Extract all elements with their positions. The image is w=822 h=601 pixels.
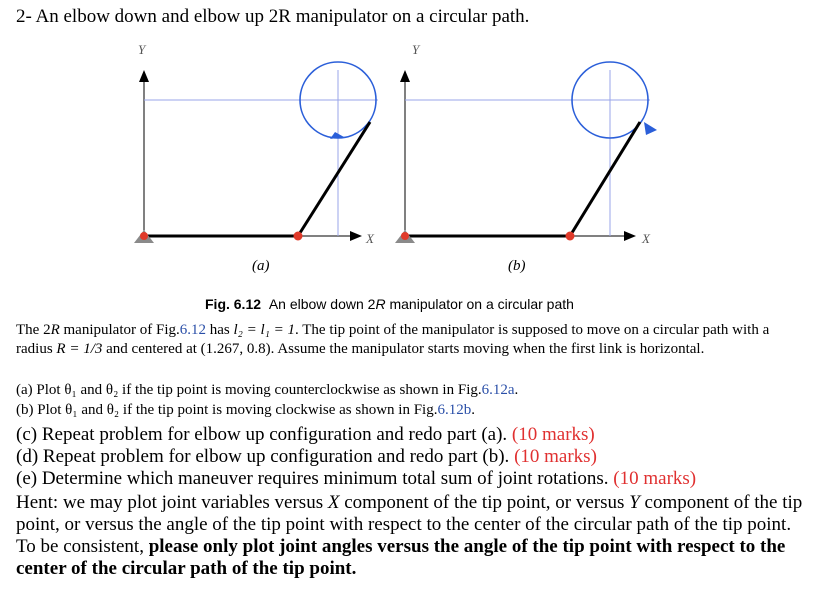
- figure-reference[interactable]: 6.12: [179, 322, 206, 338]
- item-d-marks: (10 marks): [514, 446, 597, 467]
- panel-a-label: (a): [252, 258, 270, 274]
- caption-prefix: Fig. 6.12: [205, 296, 262, 312]
- x-arrow-b: [624, 231, 636, 241]
- radius-equation: R = 1/3: [56, 341, 103, 357]
- caption-italic-r: R: [375, 296, 386, 312]
- y-arrow-b: [400, 70, 410, 82]
- para-text-2: manipulator of Fig.: [59, 322, 180, 338]
- hint-text-1: Hent: we may plot joint variables versus: [16, 492, 328, 513]
- hint-x: X: [327, 492, 340, 513]
- direction-arrow-b: [644, 122, 657, 135]
- item-a-text: (a) Plot θ₁ and θ₂ if the tip point is moving counterclockwise as shown in Fig.: [16, 382, 482, 398]
- y-axis-label-a: Y: [138, 42, 146, 57]
- item-c-marks: (10 marks): [511, 424, 595, 445]
- elbow-joint-b: [566, 232, 575, 241]
- panel-b-label: (b): [508, 258, 526, 274]
- item-b-figure-ref[interactable]: 6.12b: [437, 402, 472, 418]
- hint-paragraph: [16, 492, 808, 580]
- link-length-equation: l₂ = l₁ = 1: [233, 322, 296, 338]
- y-axis-label-b: Y: [412, 42, 420, 57]
- item-e-marks: (10 marks): [613, 468, 697, 489]
- item-a: [16, 382, 518, 399]
- x-arrow-a: [350, 231, 362, 241]
- panel-a: [134, 42, 378, 246]
- figure-6-12: [120, 40, 720, 282]
- para-text-1: The 2: [16, 322, 51, 338]
- para-text-3: has: [206, 322, 234, 338]
- item-b-end: .: [471, 402, 475, 418]
- item-d-text: (d) Repeat problem for elbow up configuration and redo part (b).: [16, 446, 510, 467]
- problem-heading: 2- An elbow down and elbow up 2R manipulator on a circular path.: [16, 6, 530, 27]
- base-joint-a: [140, 232, 148, 240]
- base-joint-b: [401, 232, 409, 240]
- item-a-figure-ref[interactable]: 6.12a: [481, 382, 515, 398]
- x-axis-label-a: X: [366, 231, 374, 246]
- link-2-b: [570, 122, 640, 236]
- y-arrow-a: [139, 70, 149, 82]
- caption-text-1: An elbow down 2: [268, 296, 376, 312]
- para-italic-r: R: [50, 322, 60, 338]
- item-a-end: .: [514, 382, 519, 398]
- item-b-text: (b) Plot θ₁ and θ₂ if the tip point is moving clockwise as shown in Fig.: [16, 402, 438, 418]
- hint-text-3: component of the tip point, or versus the angle of the tip point with respect to the center of the circular path of the tip point. To be consistent,: [16, 492, 803, 557]
- x-axis-label-b: X: [642, 231, 650, 246]
- hint-bold-instruction: please only plot joint angles versus the angle of the tip point with respect to the center of the circular path of the tip point.: [16, 536, 786, 579]
- link-2-a: [298, 122, 370, 236]
- para-text-4: . The tip point of the manipulator is supposed to move on a circular path with a radius: [16, 322, 770, 357]
- item-c: [16, 424, 595, 446]
- item-e-text: (e) Determine which maneuver requires minimum total sum of joint rotations.: [16, 468, 609, 489]
- elbow-joint-a: [294, 232, 303, 241]
- para-text-5: and centered at (1.267, 0.8). Assume the manipulator starts moving when the first link is horizontal.: [102, 341, 705, 357]
- problem-paragraph: [16, 321, 806, 359]
- item-c-text: (c) Repeat problem for elbow up configuration and redo part (a).: [16, 424, 508, 445]
- item-e: [16, 468, 696, 490]
- figure-caption: [205, 296, 574, 312]
- item-d: [16, 446, 597, 468]
- hint-text-2: component of the tip point, or versus: [339, 492, 630, 513]
- hint-y: Y: [629, 492, 640, 513]
- panel-b: [395, 42, 657, 246]
- caption-text-2: manipulator on a circular path: [385, 296, 574, 312]
- item-b: [16, 402, 475, 419]
